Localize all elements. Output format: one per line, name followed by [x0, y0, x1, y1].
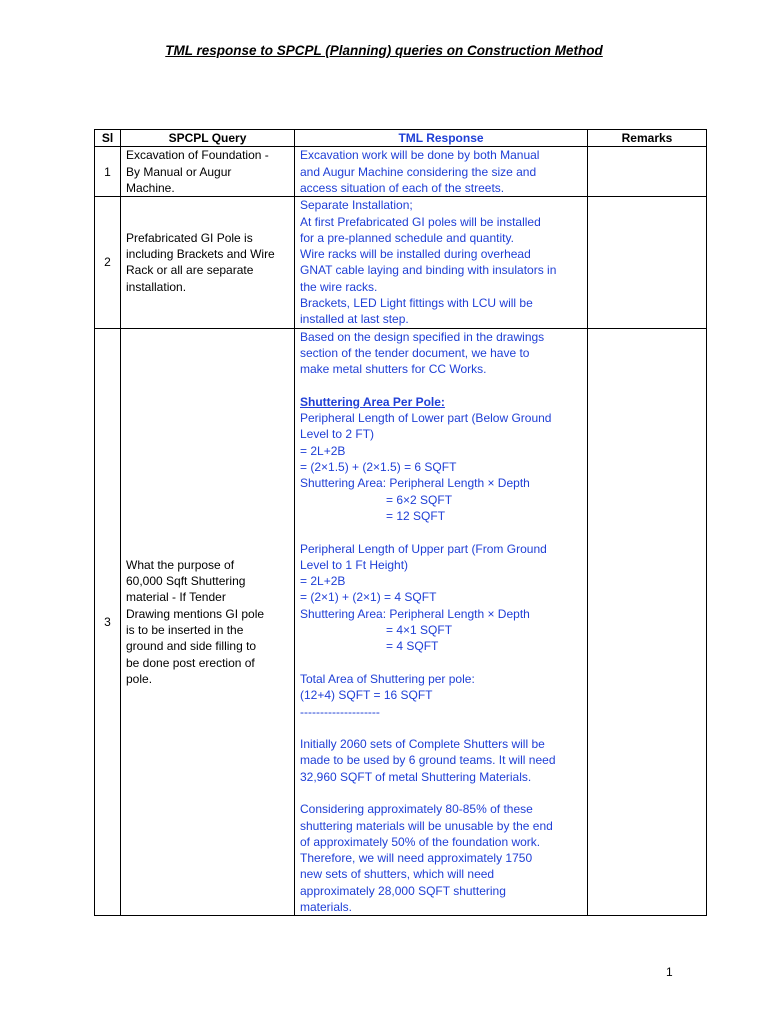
response-line: Level to 1 Ft Height)	[300, 557, 409, 572]
query-line: including Brackets and Wire	[126, 247, 275, 262]
query-line: What the purpose of	[126, 557, 235, 572]
response-line: GNAT cable laying and binding with insulators in	[300, 263, 557, 278]
page-number: 1	[666, 965, 673, 979]
response-line: installed at last step.	[300, 312, 409, 327]
response-line: = 2L+2B	[300, 443, 346, 458]
response-line: = (2×1.5) + (2×1.5) = 6 SQFT	[300, 460, 457, 475]
response-line: = 6×2 SQFT	[386, 492, 453, 507]
response-line: = 2L+2B	[300, 574, 346, 589]
response-line: Therefore, we will need approximately 1750	[300, 851, 533, 866]
row-response	[295, 147, 588, 197]
response-line: approximately 28,000 SQFT shuttering	[300, 883, 506, 898]
query-line: Prefabricated GI Pole is	[126, 230, 253, 245]
query-line: is to be inserted in the	[126, 623, 244, 638]
query-line: 60,000 Sqft Shuttering	[126, 574, 246, 589]
response-line: Peripheral Length of Lower part (Below Ground	[300, 411, 552, 426]
response-line: = 4 SQFT	[386, 639, 439, 654]
spacer	[300, 655, 582, 671]
row-query	[121, 147, 295, 197]
header-response: TML Response	[295, 130, 588, 147]
response-line: of approximately 50% of the foundation work.	[300, 834, 541, 849]
table-row	[95, 147, 707, 197]
table-header-row	[95, 130, 707, 147]
response-line: Level to 2 FT)	[300, 427, 375, 442]
row-remarks	[588, 328, 707, 916]
header-query: SPCPL Query	[121, 130, 295, 147]
row-query	[121, 328, 295, 916]
response-line: Initially 2060 sets of Complete Shutters will be	[300, 737, 545, 752]
response-line: Brackets, LED Light fittings with LCU will be	[300, 296, 533, 311]
response-line: Total Area of Shuttering per pole:	[300, 671, 475, 686]
query-line: pole.	[126, 671, 153, 686]
response-line: = 12 SQFT	[386, 508, 446, 523]
header-sl: Sl	[95, 130, 121, 147]
response-line: Considering approximately 80-85% of these	[300, 802, 533, 817]
spacer	[300, 720, 582, 736]
response-line: made to be used by 6 ground teams. It will need	[300, 753, 556, 768]
query-line: material - If Tender	[126, 590, 226, 605]
document-title: TML response to SPCPL (Planning) queries on Construction Method	[165, 43, 603, 58]
response-line: shuttering materials will be unusable by the end	[300, 818, 553, 833]
row-response	[295, 328, 588, 916]
row-remarks	[588, 147, 707, 197]
spacer	[300, 378, 582, 394]
table-row	[95, 328, 707, 916]
row-response	[295, 197, 588, 328]
query-line: ground and side filling to	[126, 639, 257, 654]
row-sl: 1	[95, 147, 121, 197]
shuttering-area-heading: Shuttering Area Per Pole:	[300, 394, 445, 409]
query-line: Excavation of Foundation -	[126, 148, 269, 163]
response-line: Wire racks will be installed during overhead	[300, 247, 531, 262]
query-line: Machine.	[126, 180, 175, 195]
response-line: access situation of each of the streets.	[300, 180, 505, 195]
response-line: the wire racks.	[300, 279, 378, 294]
query-line: be done post erection of	[126, 655, 255, 670]
response-line: Based on the design specified in the drawings	[300, 329, 545, 344]
response-line: new sets of shutters, which will need	[300, 867, 495, 882]
query-line: installation.	[126, 279, 187, 294]
response-line: = 4×1 SQFT	[386, 623, 453, 638]
spacer	[300, 785, 582, 801]
response-line: Peripheral Length of Upper part (From Ground	[300, 541, 547, 556]
response-line: = (2×1) + (2×1) = 4 SQFT	[300, 590, 437, 605]
separator-dashes: --------------------	[300, 704, 380, 719]
response-line: for a pre-planned schedule and quantity.	[300, 230, 514, 245]
query-response-table	[94, 129, 707, 916]
response-line: Shuttering Area: Peripheral Length × Depth	[300, 606, 530, 621]
response-line: At first Prefabricated GI poles will be installed	[300, 214, 541, 229]
response-line: Separate Installation;	[300, 198, 413, 213]
response-line: and Augur Machine considering the size and	[300, 164, 537, 179]
row-remarks	[588, 197, 707, 328]
response-line: Excavation work will be done by both Manual	[300, 148, 540, 163]
response-line: 32,960 SQFT of metal Shuttering Materials.	[300, 769, 532, 784]
header-remarks: Remarks	[588, 130, 707, 147]
query-line: Rack or all are separate	[126, 263, 254, 278]
row-sl: 2	[95, 197, 121, 328]
response-line: materials.	[300, 900, 353, 915]
response-line: section of the tender document, we have to	[300, 345, 530, 360]
query-line: By Manual or Augur	[126, 164, 232, 179]
response-line: make metal shutters for CC Works.	[300, 362, 487, 377]
response-line: Shuttering Area: Peripheral Length × Depth	[300, 476, 530, 491]
query-line: Drawing mentions GI pole	[126, 606, 265, 621]
table-row	[95, 197, 707, 328]
row-query	[121, 197, 295, 328]
spacer	[300, 524, 582, 540]
row-sl: 3	[95, 328, 121, 916]
response-line: (12+4) SQFT = 16 SQFT	[300, 688, 433, 703]
